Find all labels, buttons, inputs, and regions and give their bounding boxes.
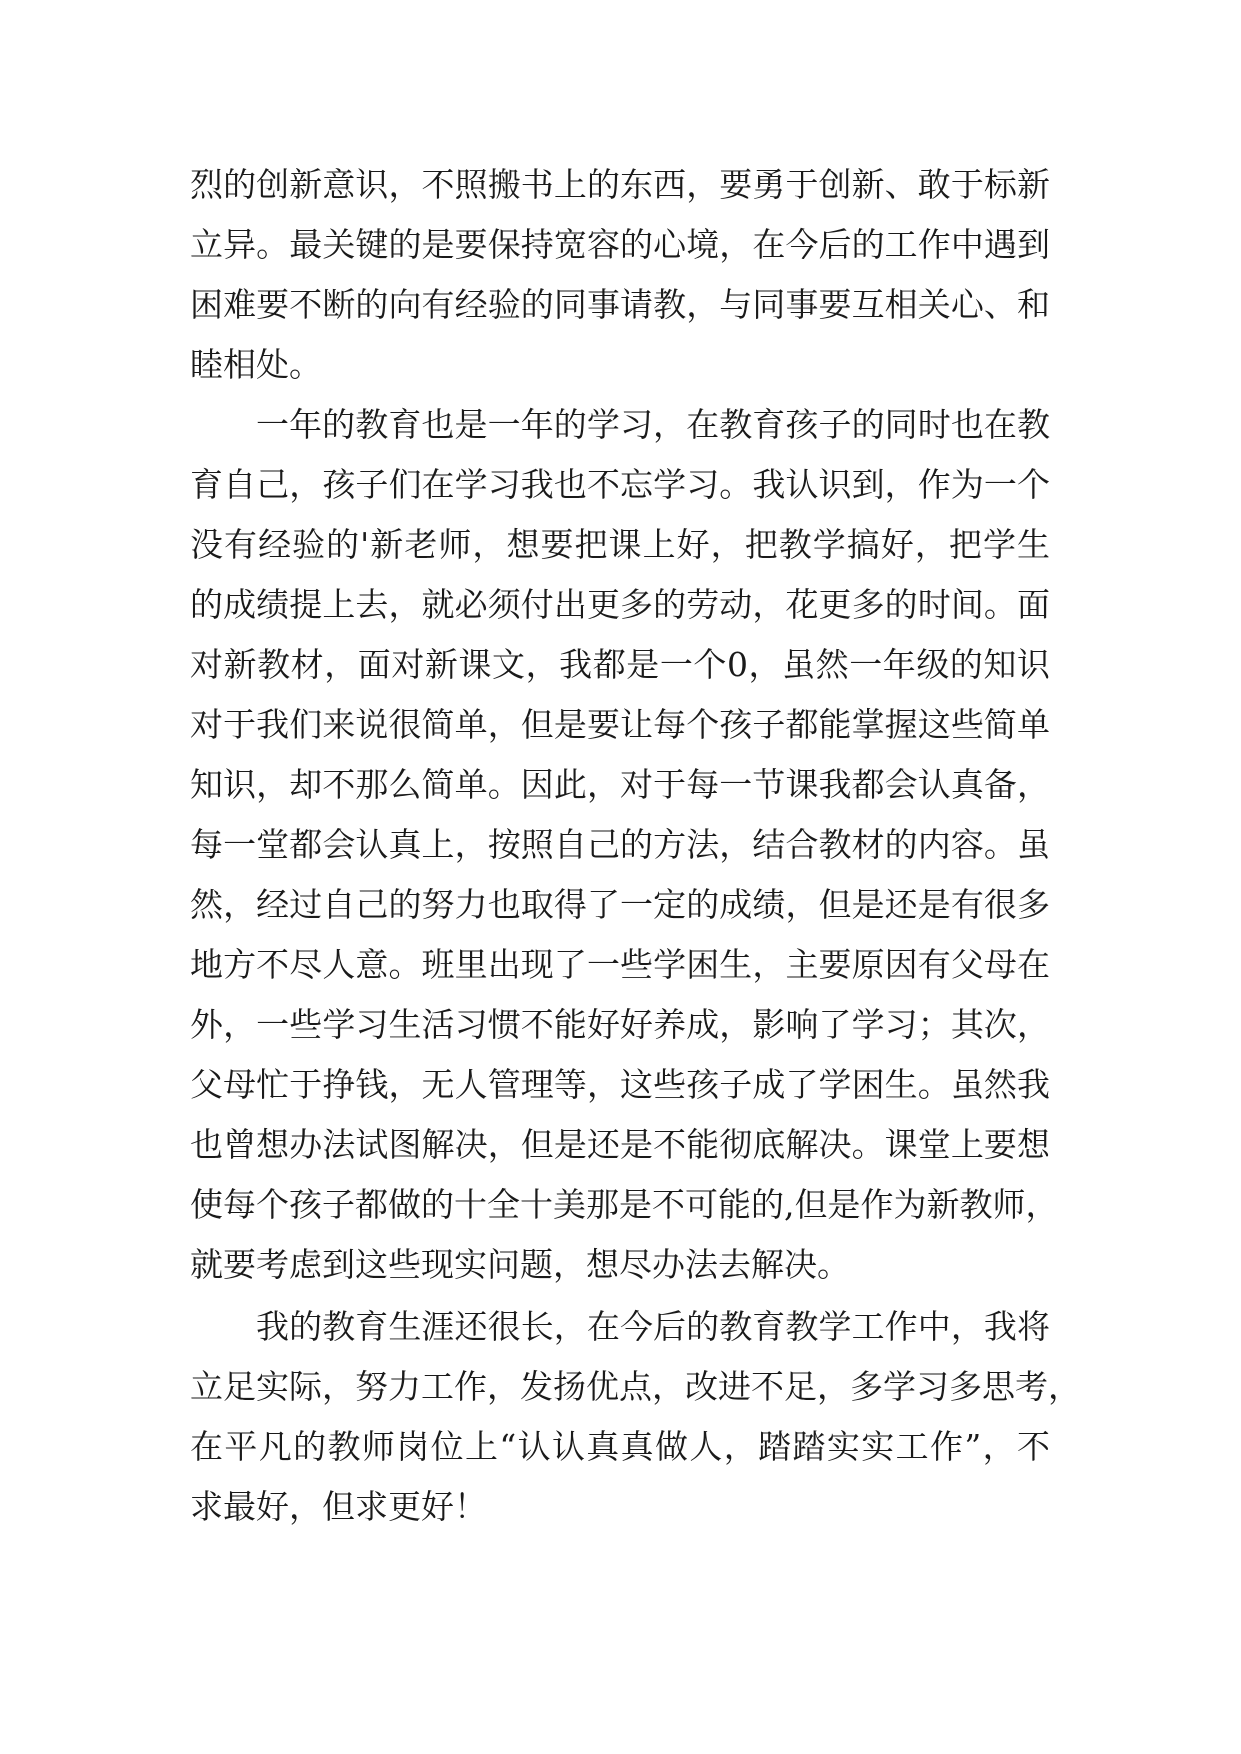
- text-line: 困难要不断的向有经验的同事请教，与同事要互相关心、和: [190, 285, 1050, 324]
- text-line: 对新教材，面对新课文，我都是一个0，虽然一年级的知识: [190, 645, 1050, 684]
- text-line: 的成绩提上去，就必须付出更多的劳动，花更多的时间。面: [190, 585, 1050, 624]
- text-line: 使每个孩子都做的十全十美那是不可能的,但是作为新教师，: [190, 1185, 1059, 1224]
- text-line: 烈的创新意识，不照搬书上的东西，要勇于创新、敢于标新: [190, 165, 1050, 204]
- paragraph-first-line: 我的教育生涯还很长，在今后的教育教学工作中，我将: [256, 1307, 1050, 1346]
- text-line: 育自己，孩子们在学习我也不忘学习。我认识到，作为一个: [190, 465, 1050, 504]
- text-line: 地方不尽人意。班里出现了一些学困生，主要原因有父母在: [190, 945, 1050, 984]
- text-line: 对于我们来说很简单，但是要让每个孩子都能掌握这些简单: [190, 705, 1050, 744]
- text-line: 立足实际，努力工作，发扬优点，改进不足，多学习多思考，: [190, 1367, 1081, 1406]
- text-line: 就要考虑到这些现实问题，想尽办法去解决。: [190, 1245, 850, 1284]
- text-line: 每一堂都会认真上，按照自己的方法，结合教材的内容。虽: [190, 825, 1050, 864]
- text-line: 知识，却不那么简单。因此，对于每一节课我都会认真备，: [190, 765, 1050, 804]
- text-line: 然，经过自己的努力也取得了一定的成绩，但是还是有很多: [190, 885, 1050, 924]
- paragraph-first-line: 一年的教育也是一年的学习，在教育孩子的同时也在教: [256, 405, 1050, 444]
- text-line: 父母忙于挣钱，无人管理等，这些孩子成了学困生。虽然我: [190, 1065, 1050, 1104]
- text-line: 睦相处。: [190, 345, 322, 384]
- text-line: 求最好，但求更好！: [190, 1487, 487, 1526]
- text-line: 外，一些学习生活习惯不能好好养成，影响了学习；其次，: [190, 1005, 1050, 1044]
- text-line: 没有经验的'新老师，想要把课上好，把教学搞好，把学生: [190, 525, 1050, 564]
- text-line: 立异。最关键的是要保持宽容的心境，在今后的工作中遇到: [190, 225, 1050, 264]
- text-line: 在平凡的教师岗位上“认认真真做人，踏踏实实工作”，不: [190, 1427, 1050, 1466]
- text-line: 也曾想办法试图解决，但是还是不能彻底解决。课堂上要想: [190, 1125, 1050, 1164]
